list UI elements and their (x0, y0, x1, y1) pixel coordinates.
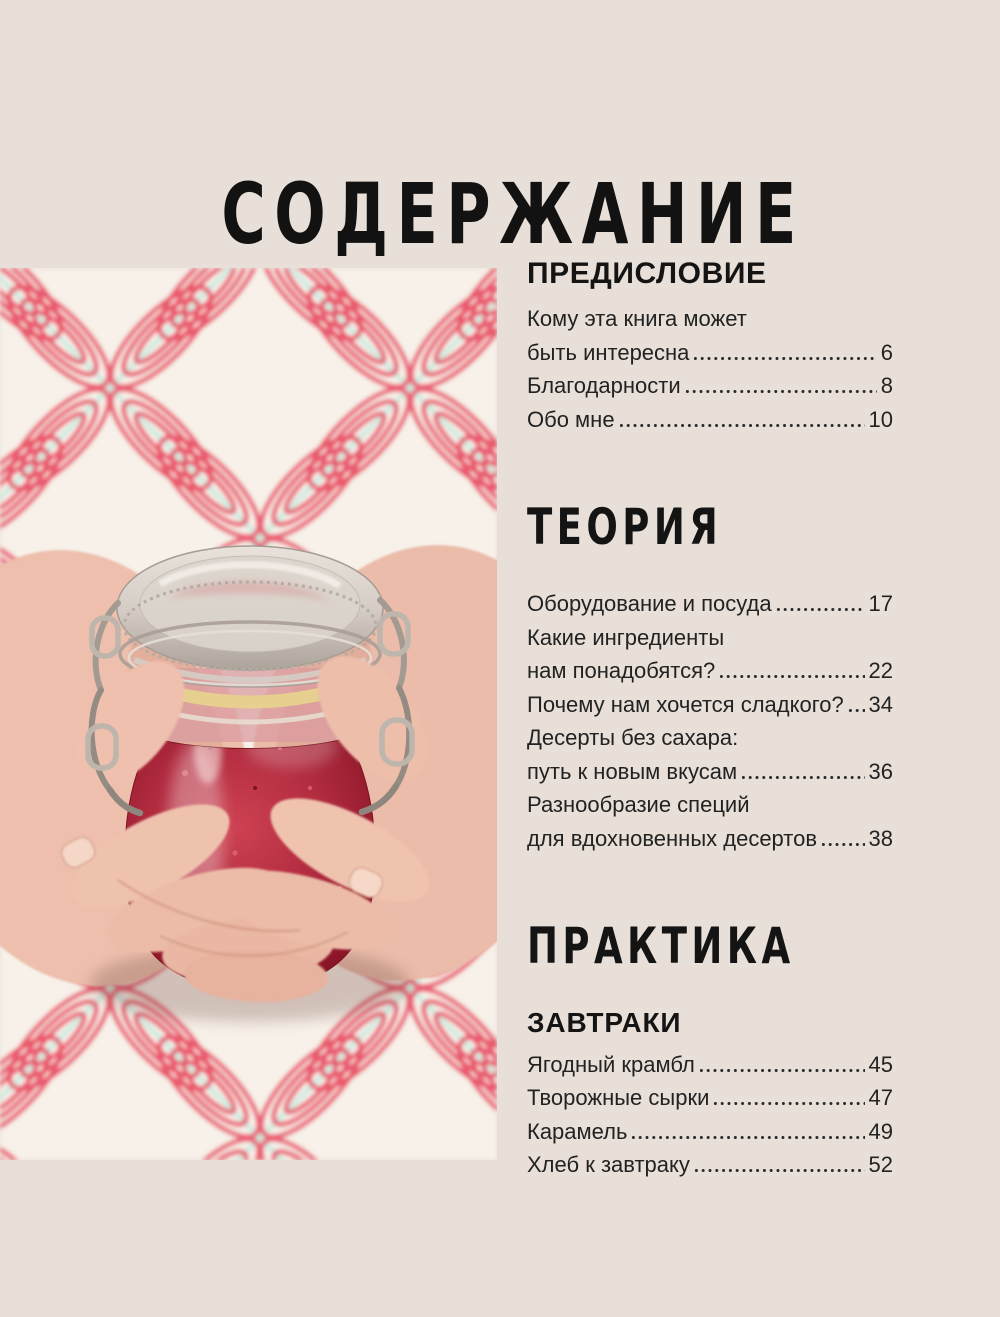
toc-section (527, 498, 893, 855)
toc-leader-dots (630, 1115, 864, 1149)
toc-entry-title: для вдохновенных десертов (527, 825, 818, 851)
toc-entry-title: нам понадобятся? (527, 658, 716, 683)
toc-entry-line (527, 654, 893, 688)
toc-entry-title: Разнообразие специй (527, 792, 750, 817)
page-title-text: СОДЕРЖАНИЕ (221, 165, 805, 264)
toc-entry-page: 45 (868, 1051, 893, 1077)
toc-leader-dots (775, 587, 865, 621)
toc-entry-page: 6 (880, 339, 893, 365)
toc-entry-title: Кому эта книга может (527, 306, 747, 331)
toc-section (527, 256, 893, 436)
toc-leader-dots (693, 1148, 865, 1182)
toc-entry-line (527, 369, 893, 403)
toc-entry-line (527, 1048, 893, 1082)
toc-entry (527, 369, 893, 403)
toc-entry-title: Почему нам хочется сладкого? (527, 691, 844, 717)
toc-entry (527, 587, 893, 621)
toc-entry-page: 47 (868, 1085, 893, 1111)
toc-entries (527, 1048, 893, 1182)
toc-entry (527, 403, 893, 437)
toc-entry (527, 1081, 893, 1115)
toc-entry-page: 34 (868, 691, 893, 717)
toc-section-heading-text: ПРАКТИКА (527, 917, 795, 975)
toc-entry-line (527, 1148, 893, 1182)
toc-entry-page: 36 (868, 758, 893, 784)
toc-entry-page: 8 (880, 373, 893, 398)
toc-leader-dots (698, 1048, 865, 1082)
toc-entry-title: быть интересна (527, 339, 690, 365)
toc-leader-dots (684, 369, 877, 403)
toc-entry-line (527, 755, 893, 789)
toc-entries (527, 587, 893, 855)
toc-entry-title: путь к новым вкусам (527, 758, 738, 784)
page-title (0, 165, 1000, 264)
toc-entry (527, 721, 893, 788)
photo-jam-jar (0, 268, 497, 1160)
toc-entry-line (527, 302, 893, 336)
photo-jam-jar-illustration (0, 268, 497, 1160)
toc-entry-title: Благодарности (527, 373, 681, 398)
toc-section-heading (527, 917, 893, 976)
toc-entry (527, 1115, 893, 1149)
table-of-contents (527, 256, 893, 1182)
toc-section-heading-text: ПРЕДИСЛОВИЕ (527, 257, 767, 290)
toc-entry (527, 1148, 893, 1182)
toc-entry-title: Оборудование и посуда (527, 591, 772, 616)
toc-entry-line (527, 587, 893, 621)
toc-entry-page: 49 (868, 1118, 893, 1144)
toc-leader-dots (618, 403, 865, 437)
toc-section-heading (527, 498, 893, 557)
toc-leader-dots (847, 688, 865, 722)
toc-entry-title: Карамель (527, 1118, 628, 1144)
toc-entry-title: Ягодный крамбл (527, 1051, 695, 1077)
toc-entry (527, 621, 893, 688)
toc-entry-page: 52 (868, 1152, 893, 1178)
toc-leader-dots (712, 1081, 864, 1115)
toc-entry-line (527, 1081, 893, 1115)
toc-leader-dots (718, 654, 864, 688)
toc-entry-line (527, 688, 893, 722)
toc-entry-line (527, 788, 893, 822)
toc-entry-title: Какие ингредиенты (527, 624, 725, 650)
toc-entry-line (527, 721, 893, 755)
toc-entry-line (527, 621, 893, 655)
toc-entry (527, 1048, 893, 1082)
toc-entry-title: Творожные сырки (527, 1085, 710, 1111)
toc-section (527, 917, 893, 1182)
toc-entries (527, 302, 893, 436)
toc-leader-dots (740, 755, 864, 789)
toc-entry-line (527, 336, 893, 370)
toc-entry-page: 10 (868, 406, 893, 432)
toc-entry-title: Обо мне (527, 406, 615, 432)
toc-entry-line (527, 403, 893, 437)
toc-entry (527, 302, 893, 369)
toc-entry-page: 17 (868, 591, 893, 616)
toc-leader-dots (692, 336, 876, 370)
toc-section-heading-text: ТЕОРИЯ (527, 498, 723, 556)
toc-subsection-heading: ЗАВТРАКИ (527, 1007, 682, 1038)
toc-leader-dots (820, 822, 864, 856)
toc-entry (527, 788, 893, 855)
toc-entry-title: Хлеб к завтраку (527, 1152, 690, 1178)
toc-entry (527, 688, 893, 722)
toc-entry-title: Десерты без сахара: (527, 725, 739, 750)
toc-entry-line (527, 1115, 893, 1149)
toc-section-heading (527, 256, 893, 292)
toc-entry-line (527, 822, 893, 856)
toc-entry-page: 22 (868, 658, 893, 683)
toc-entry-page: 38 (868, 825, 893, 851)
